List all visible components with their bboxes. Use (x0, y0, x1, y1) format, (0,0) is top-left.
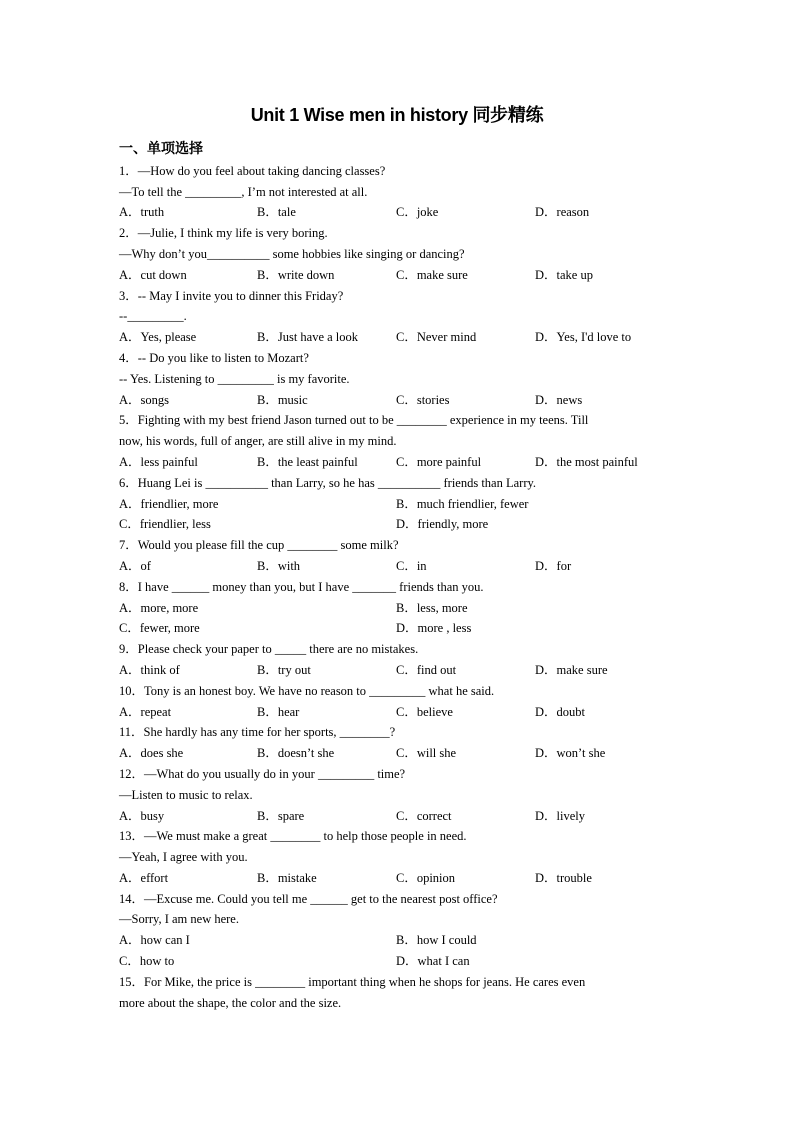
answer-option[interactable]: B．with (257, 558, 301, 573)
answer-option[interactable]: A．songs (119, 392, 170, 407)
answer-option[interactable]: A．repeat (119, 704, 172, 719)
answer-option[interactable]: D．reason (535, 205, 590, 220)
question-item (119, 764, 679, 826)
question-stem: 8．I have ______ money than you, but I have _______ friends than you. (119, 579, 484, 594)
answer-option[interactable]: B．spare (257, 808, 305, 823)
answer-option[interactable]: D．what I can (396, 954, 470, 969)
answer-option[interactable]: A．Yes, please (119, 330, 197, 345)
answer-option[interactable]: D．the most painful (535, 454, 638, 469)
answer-option[interactable]: C．correct (396, 808, 452, 823)
question-item (119, 889, 679, 972)
answer-options (119, 743, 679, 764)
answer-options (119, 660, 679, 681)
answer-option[interactable]: C．friendlier, less (119, 517, 211, 532)
answer-options (119, 452, 679, 473)
answer-option[interactable]: C．how to (119, 954, 175, 969)
question-item (119, 639, 679, 681)
answer-option[interactable]: D．won’t she (535, 746, 606, 761)
answer-option[interactable]: A．think of (119, 662, 180, 677)
answer-option[interactable]: C．stories (396, 392, 450, 407)
section-heading: 一、单项选择 (119, 142, 203, 157)
answer-option[interactable]: C．more painful (396, 454, 482, 469)
question-line: —Yeah, I agree with you. (119, 850, 248, 865)
answer-options (119, 702, 679, 723)
question-item (119, 161, 679, 223)
question-line: -- Yes. Listening to _________ is my favorite. (119, 371, 350, 386)
answer-options (119, 556, 679, 577)
question-item (119, 722, 679, 764)
question-stem: 2．—Julie, I think my life is very boring. (119, 226, 328, 241)
question-line: —Listen to music to relax. (119, 787, 253, 802)
answer-options (119, 265, 679, 286)
answer-option[interactable]: B．doesn’t she (257, 746, 335, 761)
question-line: —Sorry, I am new here. (119, 912, 239, 927)
answer-option[interactable]: C．joke (396, 205, 439, 220)
answer-option[interactable]: A．less painful (119, 454, 198, 469)
question-stem: 7．Would you please fill the cup ________ some milk? (119, 538, 399, 553)
question-list (119, 140, 679, 1013)
answer-options (119, 390, 679, 411)
question-stem: 3．-- May I invite you to dinner this Friday? (119, 288, 344, 303)
answer-option[interactable]: B．Just have a look (257, 330, 359, 345)
question-stem: 9．Please check your paper to _____ there are no mistakes. (119, 642, 419, 657)
answer-options (119, 951, 679, 972)
question-stem: 14．—Excuse me. Could you tell me ______ get to the nearest post office? (119, 891, 498, 906)
answer-option[interactable]: B．music (257, 392, 308, 407)
answer-options (119, 868, 679, 889)
answer-option[interactable]: D．Yes, I'd love to (535, 330, 632, 345)
question-stem: 4．-- Do you like to listen to Mozart? (119, 350, 309, 365)
answer-option[interactable]: D．lively (535, 808, 585, 823)
answer-option[interactable]: B．tale (257, 205, 296, 220)
question-item (119, 410, 679, 472)
answer-option[interactable]: B．less, more (396, 600, 468, 615)
question-item (119, 535, 679, 577)
answer-option[interactable]: A．truth (119, 205, 165, 220)
question-item (119, 223, 679, 285)
answer-option[interactable]: B．how I could (396, 933, 477, 948)
answer-option[interactable]: A．how can I (119, 933, 190, 948)
question-item (119, 681, 679, 723)
question-stem: 12．—What do you usually do in your _________ time? (119, 766, 406, 781)
answer-options (119, 202, 679, 223)
answer-options (119, 806, 679, 827)
answer-option[interactable]: A．of (119, 558, 151, 573)
answer-option[interactable]: A．more, more (119, 600, 199, 615)
question-item (119, 826, 679, 888)
answer-option[interactable]: C．find out (396, 662, 457, 677)
answer-option[interactable]: D．friendly, more (396, 517, 489, 532)
question-item (119, 286, 679, 348)
question-item (119, 972, 679, 1014)
answer-option[interactable]: B．write down (257, 267, 335, 282)
question-stem: 5．Fighting with my best friend Jason turned out to be ________ experience in my teens. Till (119, 413, 589, 428)
question-stem: 13．—We must make a great ________ to help those people in need. (119, 829, 467, 844)
answer-option[interactable]: A．effort (119, 870, 169, 885)
question-line: --_________. (119, 309, 187, 324)
answer-option[interactable]: C．believe (396, 704, 453, 719)
question-line: more about the shape, the color and the size. (119, 995, 342, 1010)
question-item (119, 348, 679, 410)
answer-option[interactable]: B．the least painful (257, 454, 358, 469)
answer-options (119, 514, 679, 535)
question-line: now, his words, full of anger, are still alive in my mind. (119, 434, 397, 449)
question-stem: 1．—How do you feel about taking dancing classes? (119, 163, 386, 178)
question-line: —Why don’t you__________ some hobbies like singing or dancing? (119, 246, 465, 261)
answer-options (119, 618, 679, 639)
answer-option[interactable]: D．for (535, 558, 572, 573)
question-stem: 11．She hardly has any time for her sports, ________? (119, 725, 396, 740)
page-title: Unit 1 Wise men in history 同步精练 (250, 105, 544, 125)
question-line: —To tell the _________, I’m not interested at all. (119, 184, 368, 199)
answer-option[interactable]: B．try out (257, 662, 311, 677)
answer-option[interactable]: A．does she (119, 746, 184, 761)
question-item (119, 577, 679, 639)
answer-option[interactable]: A．busy (119, 808, 165, 823)
answer-options (119, 327, 679, 348)
answer-option[interactable]: B．much friendlier, fewer (396, 496, 529, 511)
answer-option[interactable]: C．opinion (396, 870, 456, 885)
answer-option[interactable]: C．will she (396, 746, 457, 761)
answer-option[interactable]: B．hear (257, 704, 300, 719)
answer-option[interactable]: D．more , less (396, 621, 472, 636)
answer-options (119, 494, 679, 515)
question-item (119, 473, 679, 535)
answer-option[interactable]: D．make sure (535, 662, 608, 677)
answer-option[interactable]: C．fewer, more (119, 621, 200, 636)
answer-option[interactable]: C．in (396, 558, 427, 573)
answer-option[interactable]: D．doubt (535, 704, 586, 719)
answer-option[interactable]: D．trouble (535, 870, 592, 885)
question-stem: 15．For Mike, the price is ________ important thing when he shops for jeans. He cares even (119, 974, 586, 989)
answer-option[interactable]: A．friendlier, more (119, 496, 219, 511)
question-stem: 10．Tony is an honest boy. We have no reason to _________ what he said. (119, 683, 495, 698)
answer-option[interactable]: C．Never mind (396, 330, 477, 345)
answer-options (119, 598, 679, 619)
answer-option[interactable]: D．news (535, 392, 583, 407)
answer-option[interactable]: B．mistake (257, 870, 317, 885)
question-stem: 6．Huang Lei is __________ than Larry, so he has __________ friends than Larry. (119, 475, 537, 490)
answer-option[interactable]: C．make sure (396, 267, 468, 282)
answer-option[interactable]: A．cut down (119, 267, 187, 282)
answer-options (119, 930, 679, 951)
answer-option[interactable]: D．take up (535, 267, 593, 282)
